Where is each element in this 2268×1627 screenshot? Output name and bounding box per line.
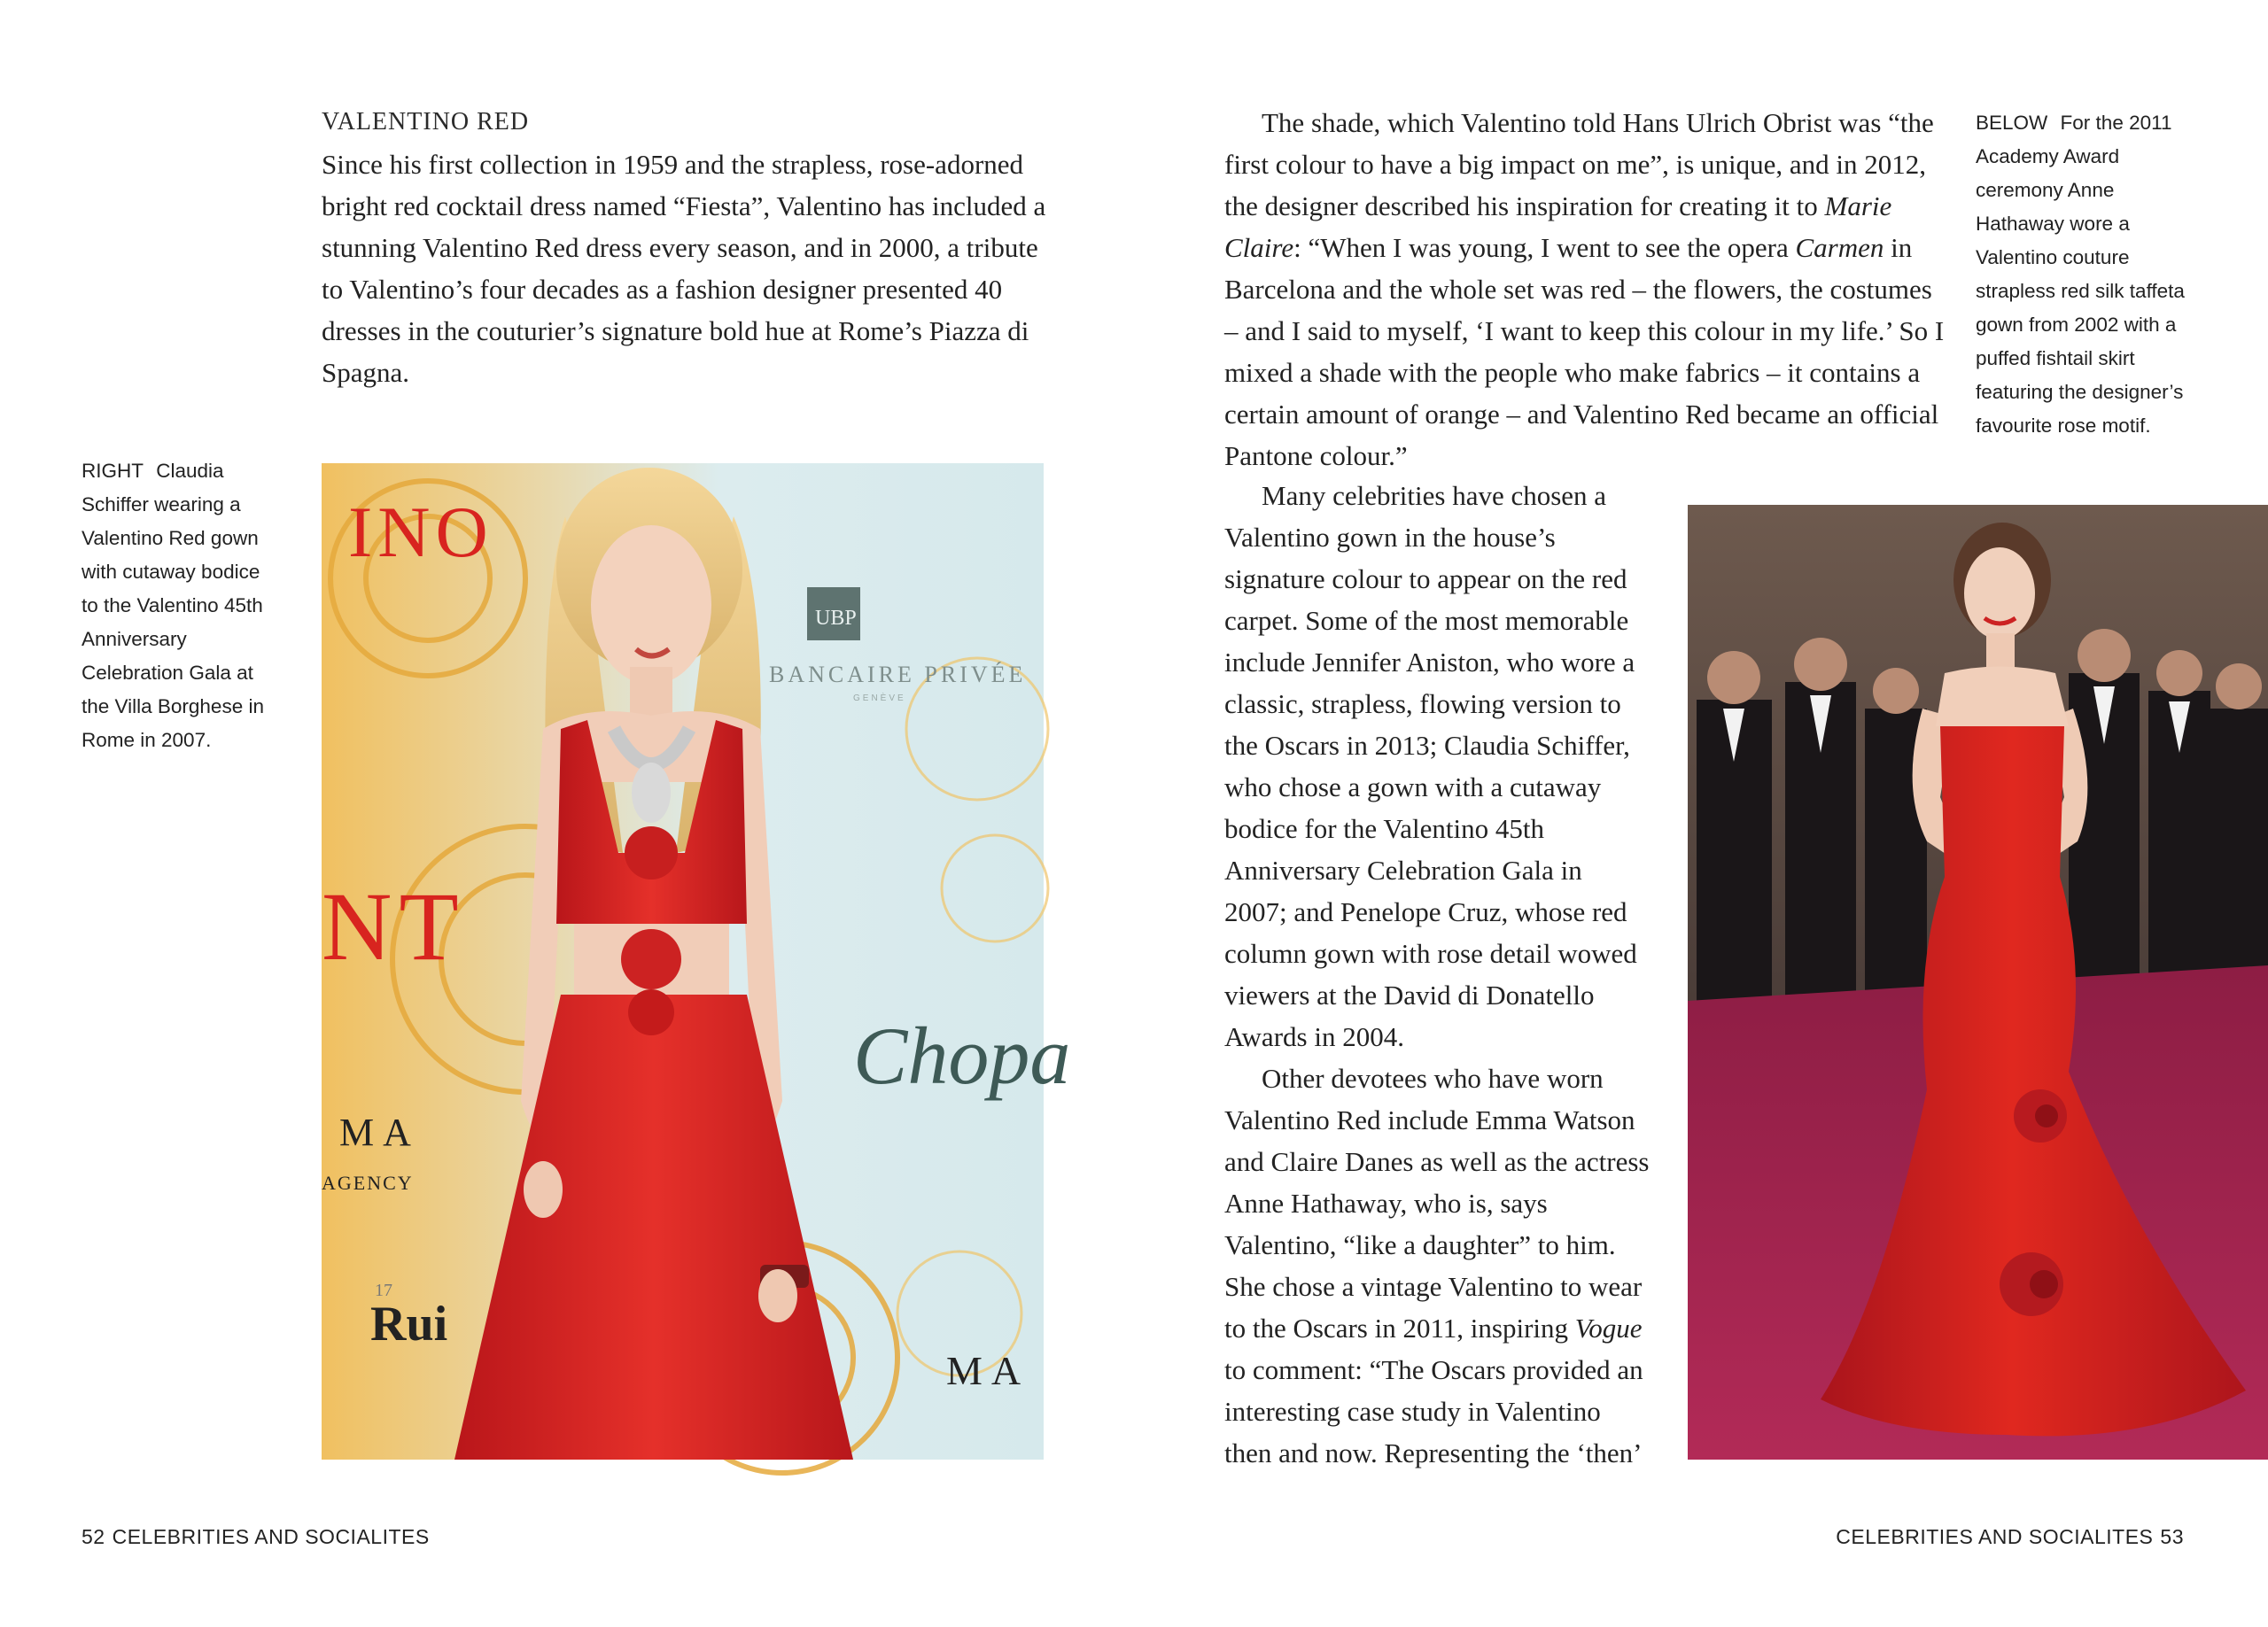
paragraph-shade bbox=[1224, 102, 1951, 476]
running-title: CELEBRITIES AND SOCIALITES bbox=[1836, 1525, 2154, 1548]
intro-paragraph: Since his first collection in 1959 and the strapless, rose-adorned bright red cocktail dress named “Fiesta”, Valentino has included a stunning Valentino Red dress every season, and in 2000, a tribute to Valentino’s four decades as a fashion designer presented 40 dresses in the couturier’s signature bold hue at Rome’s Piazza di Spagna. bbox=[322, 149, 1046, 388]
backdrop-text: NT bbox=[322, 872, 466, 980]
paragraph-celebrities: Many celebrities have chosen a Valentino gown in the house’s signature colour to appear on the red carpet. Some of the most memorable include Jennifer Aniston, who wore a classic, strapless, flowing version to the Oscars in 2013; Claudia Schiffer, who chose a gown with a cutaway bodice for the Valentino 45th Anniversary Celebration Gala in 2007; and Penelope Cruz, whose red column gown with rose detail wowed viewers at the David di Donatello Awards in 2004. bbox=[1224, 480, 1637, 1052]
caption-anne bbox=[1976, 106, 2197, 443]
body-column-narrow bbox=[1224, 475, 1650, 1474]
opera-title: Carmen bbox=[1795, 232, 1884, 263]
photo-claudia-schiffer bbox=[322, 463, 1071, 1460]
backdrop-text: MA bbox=[339, 1111, 420, 1154]
caption-claudia bbox=[82, 454, 281, 757]
backdrop-text: GENÈVE bbox=[853, 693, 906, 703]
backdrop-text: 17 bbox=[375, 1281, 392, 1300]
caption-lead: RIGHT bbox=[82, 460, 144, 482]
text-run: Other devotees who have worn Valentino Red include Emma Watson and Claire Danes as well as the actress Anne Hathaway, who is, says Valentino, “like a daughter” to him. She chose a vintage Valentino to wear to the Oscars in 2011, inspiring bbox=[1224, 1063, 1650, 1344]
body-column-top bbox=[1224, 102, 1951, 476]
running-title: CELEBRITIES AND SOCIALITES bbox=[112, 1525, 430, 1548]
caption-text: Claudia Schiffer wearing a Valentino Red gown with cutaway bodice to the Valentino 45th Anniversary Celebration Gala at the Villa Borghese in Rome in 2007. bbox=[82, 460, 264, 751]
backdrop-text: Chopa bbox=[853, 1011, 1071, 1101]
text-run: in Barcelona and the whole set was red – the flowers, the costumes – and I said to myself, ‘I want to keep this colour in my life.’ So I mixed a shade with the people who make fabrics – it contains a certain amount of orange – and Valentino Red became an official Pantone colour.” bbox=[1224, 232, 1945, 471]
text-run: : “When I was young, I went to see the opera bbox=[1293, 232, 1796, 263]
caption-text: For the 2011 Academy Award ceremony Anne Hathaway wore a Valentino couture strapless red silk taffeta gown from 2002 with a puffed fishtail skirt featuring the designer’s favourite rose motif. bbox=[1976, 112, 2185, 437]
paragraph-devotees bbox=[1224, 1058, 1650, 1474]
backdrop-text: AGENCY bbox=[322, 1172, 414, 1194]
section-heading: VALENTINO RED bbox=[322, 108, 530, 136]
publication-title: Vogue bbox=[1574, 1313, 1643, 1344]
backdrop-text: INO bbox=[348, 492, 493, 572]
page-number: 53 bbox=[2160, 1525, 2184, 1548]
folio-left bbox=[82, 1525, 430, 1549]
text-run: The shade, which Valentino told Hans Ulrich Obrist was “the first colour to have a big impact on me”, is unique, and in 2012, the designer described his inspiration for creating it to bbox=[1224, 107, 1934, 221]
backdrop-text: UBP bbox=[815, 607, 857, 630]
page-number: 52 bbox=[82, 1525, 105, 1548]
backdrop-text: MA bbox=[946, 1348, 1030, 1393]
backdrop-text: BANCAIRE PRIVÉE bbox=[769, 662, 1027, 687]
backdrop-text: Rui bbox=[370, 1297, 448, 1352]
photo-anne-hathaway bbox=[1688, 505, 2268, 1460]
text-run: to comment: “The Oscars provided an interesting case study in Valentino then and now. Representing the ‘then’ bbox=[1224, 1354, 1643, 1468]
folio-right bbox=[1836, 1525, 2184, 1549]
publication-title: Marie Claire bbox=[1224, 190, 1892, 263]
caption-lead: BELOW bbox=[1976, 112, 2048, 134]
